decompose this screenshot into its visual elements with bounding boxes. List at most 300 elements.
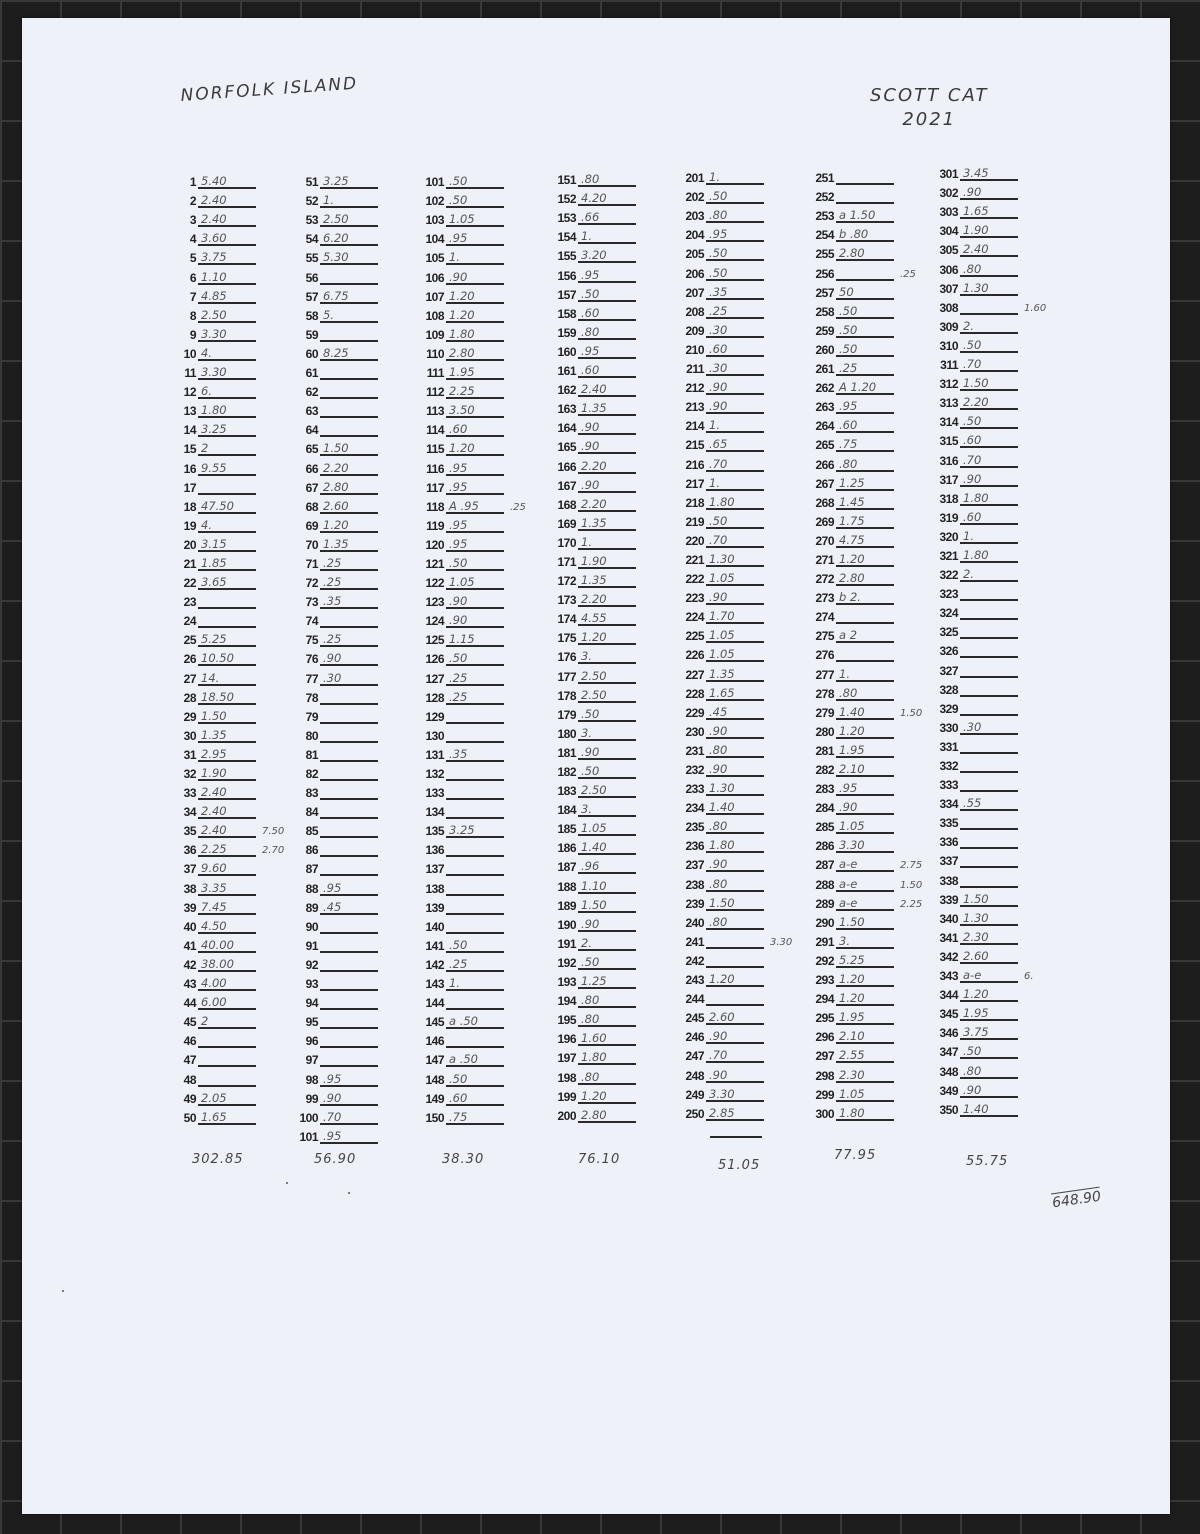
price-value: 1.20 <box>836 552 894 567</box>
price-value: .50 <box>706 266 764 281</box>
price-value: 1. <box>836 667 894 682</box>
price-value: .35 <box>706 285 764 300</box>
catalog-number: 259 <box>815 323 834 338</box>
catalog-number: 285 <box>815 820 834 835</box>
list-item <box>416 323 534 342</box>
price-value: .80 <box>706 915 764 930</box>
extra-blank-line <box>710 1136 762 1138</box>
catalog-number: 155 <box>557 249 576 264</box>
catalog-number: 240 <box>685 915 704 930</box>
catalog-number: 111 <box>426 366 444 381</box>
catalog-number: 260 <box>815 342 834 357</box>
price-value: .90 <box>578 420 636 435</box>
catalog-number: 90 <box>305 919 318 934</box>
catalog-number: 239 <box>685 896 704 911</box>
list-item <box>806 185 924 204</box>
catalog-number: 251 <box>815 171 834 186</box>
price-value: 1.70 <box>706 609 764 624</box>
list-item <box>416 876 534 895</box>
list-item <box>930 658 1048 677</box>
catalog-number: 188 <box>557 879 576 894</box>
list-item <box>168 246 286 265</box>
catalog-number: 36 <box>183 843 196 858</box>
catalog-year: 2021 <box>902 109 957 130</box>
catalog-number: 14 <box>183 423 196 438</box>
price-value: .35 <box>446 747 504 762</box>
list-item <box>168 418 286 437</box>
catalog-number: 231 <box>685 743 704 758</box>
list-item <box>806 739 924 758</box>
list-item <box>168 1087 286 1106</box>
catalog-number: 327 <box>939 663 958 678</box>
price-value: .95 <box>578 268 636 283</box>
price-value: .90 <box>706 590 764 605</box>
price-value: .90 <box>446 270 504 285</box>
price-value: 1.35 <box>198 728 256 743</box>
price-value <box>446 861 504 876</box>
price-value: .90 <box>706 399 764 414</box>
price-value: 2.40 <box>198 785 256 800</box>
price-value: 1.35 <box>578 573 636 588</box>
list-item <box>416 1087 534 1106</box>
list-item <box>676 872 794 891</box>
catalog-number: 67 <box>305 480 318 495</box>
catalog-number: 147 <box>425 1053 444 1068</box>
price-value <box>960 834 1018 849</box>
catalog-number: 4 <box>189 232 196 247</box>
list-item <box>676 433 794 452</box>
price-value: 1.10 <box>578 879 636 894</box>
price-value: 1.30 <box>960 911 1018 926</box>
list-item <box>930 983 1048 1002</box>
catalog-number: 224 <box>685 610 704 625</box>
list-item <box>676 452 794 471</box>
list-item <box>290 628 408 647</box>
list-item <box>290 1087 408 1106</box>
catalog-number: 213 <box>685 400 704 415</box>
list-item <box>676 242 794 261</box>
list-item <box>806 930 924 949</box>
price-value: 4.85 <box>198 289 256 304</box>
catalog-number: 204 <box>685 228 704 243</box>
price-value: 1.65 <box>960 204 1018 219</box>
catalog-number: 314 <box>939 415 958 430</box>
catalog-number: 159 <box>557 325 576 340</box>
catalog-number: 131 <box>425 747 444 762</box>
catalog-number: 282 <box>815 763 834 777</box>
list-item <box>290 533 408 552</box>
list-item <box>930 888 1048 907</box>
margin-note: .25 <box>510 501 526 513</box>
speck <box>286 1182 288 1184</box>
price-value: .50 <box>960 1044 1018 1059</box>
list-item <box>676 930 794 949</box>
list-item <box>930 945 1048 964</box>
catalog-number: 110 <box>426 346 444 361</box>
catalog-number: 135 <box>425 824 444 839</box>
list-item <box>416 1106 534 1125</box>
catalog-number: 278 <box>815 686 834 701</box>
price-value: .25 <box>320 632 378 647</box>
catalog-number: 107 <box>425 289 444 304</box>
price-value: .70 <box>960 453 1018 468</box>
list-item <box>806 853 924 872</box>
price-value: 2.55 <box>836 1048 894 1063</box>
price-value: 5. <box>320 308 378 323</box>
list-item <box>548 989 666 1008</box>
catalog-number: 201 <box>685 171 704 186</box>
catalog-number: 176 <box>557 650 576 665</box>
list-item <box>676 319 794 338</box>
list-item <box>676 949 794 968</box>
price-value: 2.50 <box>320 212 378 227</box>
price-value: 2. <box>578 936 636 951</box>
price-value: 5.40 <box>198 174 256 189</box>
price-value: 1.20 <box>836 972 894 987</box>
price-value: .30 <box>960 720 1018 735</box>
catalog-number: 5 <box>189 251 196 266</box>
list-item <box>416 552 534 571</box>
list-item <box>930 830 1048 849</box>
list-item <box>930 162 1048 181</box>
margin-note: 2.25 <box>900 898 923 910</box>
price-value: 3.20 <box>578 248 636 263</box>
list-item <box>676 911 794 930</box>
list-item <box>806 491 924 510</box>
catalog-number: 61 <box>305 366 318 381</box>
price-value: .60 <box>836 418 894 433</box>
list-item <box>806 414 924 433</box>
price-value: b 2. <box>836 590 894 605</box>
list-item <box>168 934 286 953</box>
price-value: 3.30 <box>198 365 256 380</box>
list-item <box>806 815 924 834</box>
price-value: 2.20 <box>578 459 636 474</box>
list-item <box>290 781 408 800</box>
catalog-number: 187 <box>557 860 576 875</box>
price-value: 2.80 <box>836 246 894 261</box>
catalog-number: 332 <box>939 759 958 773</box>
list-item <box>168 514 286 533</box>
catalog-number: 316 <box>939 453 958 468</box>
price-value <box>836 189 894 204</box>
catalog-number: 229 <box>685 705 704 720</box>
price-value: 1.10 <box>198 270 256 285</box>
catalog-number: 84 <box>305 805 318 820</box>
list-item <box>168 208 286 227</box>
catalog-number: 246 <box>685 1030 704 1045</box>
list-item <box>676 185 794 204</box>
price-value: 1.50 <box>198 709 256 724</box>
price-column-3 <box>416 170 534 1125</box>
price-value <box>320 1033 378 1048</box>
price-value <box>960 815 1018 830</box>
list-item <box>416 896 534 915</box>
price-value: 1.80 <box>578 1050 636 1065</box>
price-value: 8.25 <box>320 346 378 361</box>
price-value: 1.75 <box>836 514 894 529</box>
price-column-6 <box>806 166 924 1121</box>
catalog-number: 205 <box>685 247 704 262</box>
price-value: .96 <box>578 859 636 874</box>
price-value: .90 <box>706 1029 764 1044</box>
price-value: .60 <box>960 510 1018 525</box>
list-item <box>676 204 794 223</box>
price-value: 2. <box>960 567 1018 582</box>
catalog-number: 129 <box>425 709 444 724</box>
catalog-number: 85 <box>305 824 318 839</box>
catalog-number: 145 <box>425 1015 444 1030</box>
price-value: 1.05 <box>578 821 636 836</box>
list-item <box>930 563 1048 582</box>
price-value: 1.05 <box>836 819 894 834</box>
list-item <box>168 170 286 189</box>
price-value: 3.25 <box>320 174 378 189</box>
list-item <box>416 170 534 189</box>
catalog-number: 223 <box>685 591 704 606</box>
list-item <box>930 257 1048 276</box>
catalog-number: 294 <box>815 992 834 1007</box>
list-item <box>290 514 408 533</box>
catalog-number: 140 <box>425 919 444 934</box>
list-item <box>416 342 534 361</box>
price-value <box>198 1072 256 1087</box>
price-value: .50 <box>446 174 504 189</box>
catalog-number: 74 <box>305 614 318 629</box>
catalog-number: 307 <box>939 281 958 296</box>
price-value: b .80 <box>836 227 894 242</box>
catalog-number: 308 <box>939 300 958 315</box>
price-value: 3. <box>578 649 636 664</box>
list-item <box>930 811 1048 830</box>
catalog-number: 81 <box>305 747 318 762</box>
list-item <box>806 223 924 242</box>
list-item <box>416 1010 534 1029</box>
catalog-number: 207 <box>685 285 704 300</box>
catalog-number: 343 <box>939 969 958 984</box>
catalog-number: 273 <box>815 591 834 606</box>
list-item <box>548 645 666 664</box>
list-item <box>806 1025 924 1044</box>
list-item <box>548 435 666 454</box>
catalog-number: 322 <box>939 568 958 583</box>
catalog-number: 180 <box>557 726 576 741</box>
list-item <box>290 1125 408 1144</box>
price-value <box>320 995 378 1010</box>
list-item <box>416 1029 534 1048</box>
price-value <box>320 957 378 972</box>
catalog-number: 191 <box>557 936 576 951</box>
catalog-number: 195 <box>557 1013 576 1028</box>
catalog-number: 331 <box>939 739 958 754</box>
list-item <box>548 493 666 512</box>
list-item <box>676 261 794 280</box>
catalog-number: 190 <box>557 917 576 932</box>
list-item <box>290 819 408 838</box>
price-value: 1.65 <box>706 686 764 701</box>
catalog-number: 194 <box>557 994 576 1009</box>
catalog-number: 136 <box>425 843 444 858</box>
price-value: 47.50 <box>198 499 256 514</box>
catalog-number: 238 <box>685 877 704 892</box>
list-item <box>930 353 1048 372</box>
price-value: A .95 <box>446 499 504 514</box>
price-value: .90 <box>706 762 764 777</box>
catalog-number: 156 <box>557 268 576 283</box>
list-item <box>168 724 286 743</box>
price-value: a-e <box>836 857 894 872</box>
catalog-number: 339 <box>939 892 958 907</box>
list-item <box>168 609 286 628</box>
price-value: 1.35 <box>320 537 378 552</box>
price-value <box>446 728 504 743</box>
price-column-4 <box>548 168 666 1123</box>
catalog-number: 219 <box>685 514 704 529</box>
list-item <box>548 588 666 607</box>
catalog-number: 310 <box>939 338 958 353</box>
catalog-number: 236 <box>685 839 704 854</box>
list-item <box>416 915 534 934</box>
price-value <box>836 170 894 185</box>
list-item <box>676 682 794 701</box>
list-item <box>930 200 1048 219</box>
catalog-number: 350 <box>939 1102 958 1117</box>
list-item <box>168 533 286 552</box>
list-item <box>548 187 666 206</box>
price-value: 1.20 <box>706 972 764 987</box>
price-value: 3.50 <box>446 403 504 418</box>
price-value: 2.30 <box>836 1068 894 1083</box>
list-item <box>416 533 534 552</box>
catalog-number: 150 <box>425 1110 444 1125</box>
price-value: 1.85 <box>198 556 256 571</box>
catalog-number: 92 <box>305 957 318 972</box>
catalog-number: 62 <box>305 385 318 400</box>
price-value: 3. <box>578 726 636 741</box>
price-value <box>320 709 378 724</box>
list-item <box>168 628 286 647</box>
price-value: 2.20 <box>578 592 636 607</box>
list-item <box>290 246 408 265</box>
list-item <box>676 548 794 567</box>
list-item <box>168 437 286 456</box>
price-value: .90 <box>578 439 636 454</box>
list-item <box>806 624 924 643</box>
price-value: .95 <box>836 399 894 414</box>
margin-note: 1.50 <box>900 879 923 891</box>
catalog-number: 315 <box>939 434 958 449</box>
list-item <box>806 472 924 491</box>
price-value <box>960 853 1018 868</box>
list-item <box>930 181 1048 200</box>
price-value: .25 <box>836 361 894 376</box>
price-value: 1.40 <box>706 800 764 815</box>
list-item <box>676 643 794 662</box>
list-item <box>290 972 408 991</box>
price-value <box>960 739 1018 754</box>
catalog-number: 146 <box>425 1034 444 1049</box>
catalog-number: 77 <box>305 671 318 686</box>
catalog-number: 117 <box>426 480 444 495</box>
price-value <box>446 881 504 896</box>
list-item <box>290 686 408 705</box>
catalog-number: 57 <box>305 289 318 304</box>
price-value: a 2 <box>836 628 894 643</box>
catalog-number: 222 <box>685 572 704 587</box>
list-item <box>676 586 794 605</box>
list-item <box>930 716 1048 735</box>
catalog-number: 216 <box>685 457 704 472</box>
price-value: 1.20 <box>836 724 894 739</box>
catalog-number: 72 <box>305 576 318 591</box>
list-item <box>548 951 666 970</box>
price-value: 2.50 <box>198 308 256 323</box>
list-item <box>548 664 666 683</box>
price-value: 2.40 <box>960 242 1018 257</box>
price-value: .95 <box>446 231 504 246</box>
catalog-number: 177 <box>557 669 576 684</box>
price-value <box>706 991 764 1006</box>
price-value: .90 <box>960 185 1018 200</box>
price-value: 40.00 <box>198 938 256 953</box>
list-item <box>290 304 408 323</box>
catalog-number: 341 <box>939 930 958 945</box>
list-item <box>806 968 924 987</box>
catalog-number: 220 <box>685 533 704 548</box>
list-item <box>806 529 924 548</box>
catalog-number: 312 <box>939 377 958 392</box>
catalog-number: 302 <box>939 186 958 201</box>
price-value: .50 <box>836 342 894 357</box>
list-item <box>548 684 666 703</box>
list-item <box>168 342 286 361</box>
list-item <box>290 1106 408 1125</box>
catalog-number: 109 <box>425 327 444 342</box>
list-item <box>676 605 794 624</box>
list-item <box>416 571 534 590</box>
price-value: 1.40 <box>578 840 636 855</box>
list-item <box>806 911 924 930</box>
list-item <box>168 571 286 590</box>
list-item <box>548 378 666 397</box>
list-item <box>290 552 408 571</box>
catalog-number: 113 <box>426 404 444 419</box>
list-item <box>676 567 794 586</box>
price-value: .80 <box>706 743 764 758</box>
list-item <box>416 208 534 227</box>
list-item <box>290 189 408 208</box>
catalog-number: 172 <box>557 574 576 589</box>
price-value <box>320 1014 378 1029</box>
price-value: a-e <box>836 896 894 911</box>
price-value <box>960 300 1018 315</box>
catalog-number: 311 <box>940 358 958 373</box>
list-item <box>676 1006 794 1025</box>
catalog-number: 15 <box>183 442 196 457</box>
catalog-number: 230 <box>685 724 704 739</box>
catalog-number: 144 <box>425 996 444 1011</box>
list-item <box>676 815 794 834</box>
catalog-number: 148 <box>425 1072 444 1087</box>
list-item <box>168 915 286 934</box>
list-item <box>168 304 286 323</box>
list-item <box>930 315 1048 334</box>
catalog-number: 78 <box>305 690 318 705</box>
list-item <box>416 399 534 418</box>
list-item <box>548 607 666 626</box>
list-item <box>548 263 666 282</box>
list-item <box>416 227 534 246</box>
